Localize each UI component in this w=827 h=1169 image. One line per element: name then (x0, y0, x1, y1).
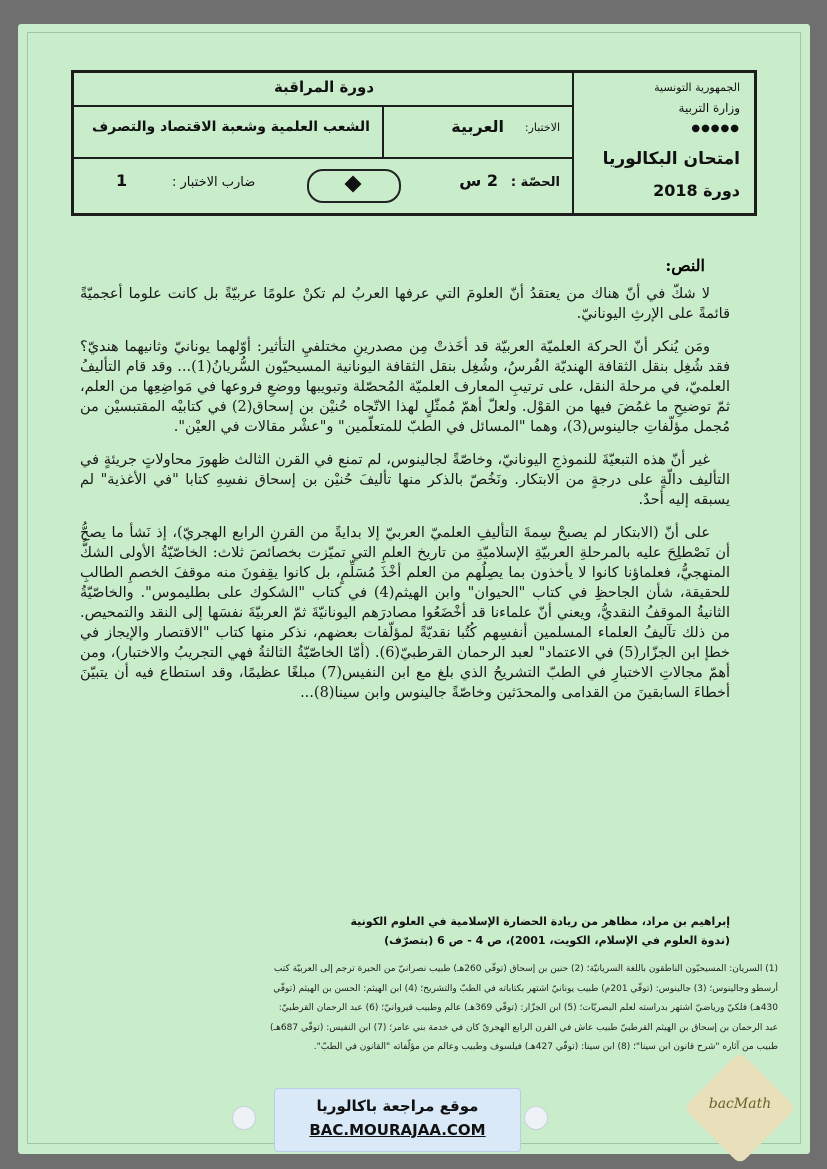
source-line-1: إبراهيم بن مراد، مظاهر من ريادة الحضارة الإسلامية في العلوم الكونية (350, 915, 730, 928)
coef-label: ضارب الاختبار : (172, 175, 256, 190)
ministry-label: وزارة التربية (678, 101, 740, 115)
duration-row (74, 157, 574, 213)
source-citation (150, 912, 730, 950)
paragraph-4: على أنّ (الابتكار لم يصبحْ سِمةَ التأليفِ العلميّ العربيّ إلا بدايةً من القرنِ الرابع الهجريّ)، إذ نَشأ ما يصحُّ أن نَصْطلِحَ عليه بالمرحلةِ العربيّةِ الإسلاميّةِ من تاريخ العلمِ التي تميّزت بخصائصَ ثلاث: الخاصّيّةُ الأولى الشكُّ المنهجيُّ، فعلماؤنا كانوا لا يأخذون بما يصِلُهم من العلم أخْذَ مُسَلِّمٍ، بل كانوا يقِفونَ منه موقفَ الخصمِ الطالبِ للحقيقة، شأن الجاحظِ في كتاب "الحيوان" وابن الهيثم(4) في كتاب "الشكوك على بطليموس". والخاصّيّةُ الثانيةُ الموقفُ النقديُّ، ويعني أنّ علماءنا قد أخْضَعُوا مصادرَهم اليونانيّةَ ثمّ العربيّةَ نفسَها إلى النقد والتمحيص. من ذلك تآليفُ العلماء المسلمين أنفسِهم كُتُبا نقديّةً لمؤلّفات بعضهم، نذكر منها كتاب "الاقتصار والإيجاز في خطإ ابن الجزّار(5) في الاعتماد" لعبد الرحمان القرطبيّ(6). (أمّا الخاصّيّةُ الثالثةُ فهي التجريبُ والاختبار)، ومن أهمّ مجالاتِ الاختبارِ في الطبّ التشريحُ الذي بلغ مع ابن النفيس(7) مبلغًا عظيمًا، وقد استطاع فيه أن يتبيّنَ أخطاءَ السابقينَ من القدامى والمحدَثين وخاصّةً جالينوس وابن سينا(8)... (80, 525, 730, 701)
footnote-line: 430هـ) فلكيّ ورياضيّ اشتهر بدراسته لعلم البصريّات؛ (5) ابن الجزّار: (توفّي 369هـ) عالم وطبيب قيروانيّ؛ (6) عبد الرحمان القرطبيّ: (278, 1003, 778, 1013)
sections: الشعب العلمية وشعبة الاقتصاد والتصرف (92, 119, 370, 135)
republic-label: الجمهورية التونسية (654, 81, 740, 94)
subject-value: العربية (451, 117, 504, 136)
footnote-line: عبد الرحمان بن إسحاق بن الهيثم القرطبيّ طبيب عاش في القرن الرابع الهجريّ كان في خدمة بني عامر؛ (7) ابن النفيس: (توفّي 687هـ) (269, 1022, 778, 1033)
coef-value: 1 (116, 171, 128, 190)
exam-title: امتحان البكالوريا (602, 149, 740, 169)
stars: ●●●●● (691, 123, 740, 134)
site-banner[interactable] (274, 1088, 521, 1152)
subject-label: الاختبار: (524, 121, 560, 134)
paragraph-3: غير أنّ هذه التبعيّةَ للنموذجِ اليونانيّ، وخاصّةً لجالينوس، لم تمنع في القرن الثالث ظهورَ محاولاتٍ جريئةٍ في التأليف دالّةٍ على درجةٍ من الابتكار. ونَخُصّ بالذكر منها تأليفَ حُنيْن بن إسحاق نفسِهِ كتابا "في الأغذية" لم يسبقه إليه أحدٌ. (80, 452, 730, 508)
session-year: دورة 2018 (653, 181, 740, 200)
source-line-2: (ندوة العلوم في الإسلام، الكويت، 2001)، ص 4 - ص 6 (بتصرّف) (384, 934, 730, 947)
site-url-link[interactable]: BAC.MOURAJAA.COM (309, 1121, 486, 1139)
session-type: دورة المراقبة (273, 78, 375, 96)
footnotes (78, 960, 778, 1058)
bacmath-logo-text: bacMath (708, 1096, 772, 1112)
footnote-line: أرسطو وجالينوس؛ (3) جالينوس: (توفّي 201م) طبيب يونانيّ اشتهر بكتاباته في الطبّ والتشريح؛ (4) ابن الهيثم: الحسن بن الهيثم (توفّي (273, 983, 778, 994)
site-name: موقع مراجعة باكالوريا (316, 1097, 479, 1115)
diamond-icon (345, 176, 362, 193)
footnote-line: طبيب من آثاره "شرح قانون ابن سينا"؛ (8) ابن سينا: (توفّي 427هـ) فيلسوف وطبيب وعالم من مؤلّفاته "القانون في الطبّ". (313, 1042, 778, 1052)
text-title: النص: (665, 256, 705, 275)
paragraph-2: ومَن يُنكر أنّ الحركة العلميّة العربيّة قد أخَذتْ مِن مصدرينِ مختلفيِ التأثير: أوّلهما يونانيّ وثانيهما هنديّ؟ فقد شُغِل بنقل الثقافة الهنديّة الفُرسُ، وشُغِل بنقل الثقافة اليونانية المسيحيّون السُّريانُ(1)... وقد قام التأليفُ العلميّ، في مرحلة النقل، على ترتيبِ المعارف العلميّة المُحصّلة وتبويبها ووضعِ فروعها في مَواضِعِها من العلم، ثمّ توضيحِ ما غمُضَ فيها من القوْل. ولعلّ أهمّ مُمثّلٍ لهذا الاتّجاه حُنيْن بن إسحاق(2) في كتابيْه المقتبسيْن من مُجمل مؤلّفاتِ جالينوس(3)، وهما "المسائل في الطبّ للمتعلّمين" و"عشْر مقالات في العيْن". (80, 339, 731, 435)
subject-divider (382, 105, 384, 157)
duration-value: 2 س (459, 171, 498, 190)
diamond-box (307, 169, 401, 203)
text-body (80, 284, 730, 703)
session-type-row (74, 73, 574, 107)
exam-header (71, 70, 757, 216)
subject-row (74, 105, 574, 159)
footnote-line: (1) السريان: المسيحيّون الناطقون باللغة السريانيّة؛ (2) حنين بن إسحاق (توفّي 260هـ) طبيب نصرانيّ من الحيرة ترجم إلى العربيّة كتب (273, 964, 778, 974)
duration-label: الحصّة : (510, 175, 560, 190)
site-logo-icon (524, 1106, 548, 1130)
paragraph-1: لا شكّ في أنّ هناك من يعتقدُ أنّ العلومَ التي عرفها العربُ لم تكنْ علومًا عربيّةً بل كانت علوما أعجميّةً قائمةً على الإرثِ اليونانيّ. (80, 286, 730, 322)
ministry-block (572, 73, 754, 213)
site-logo-icon (232, 1106, 256, 1130)
